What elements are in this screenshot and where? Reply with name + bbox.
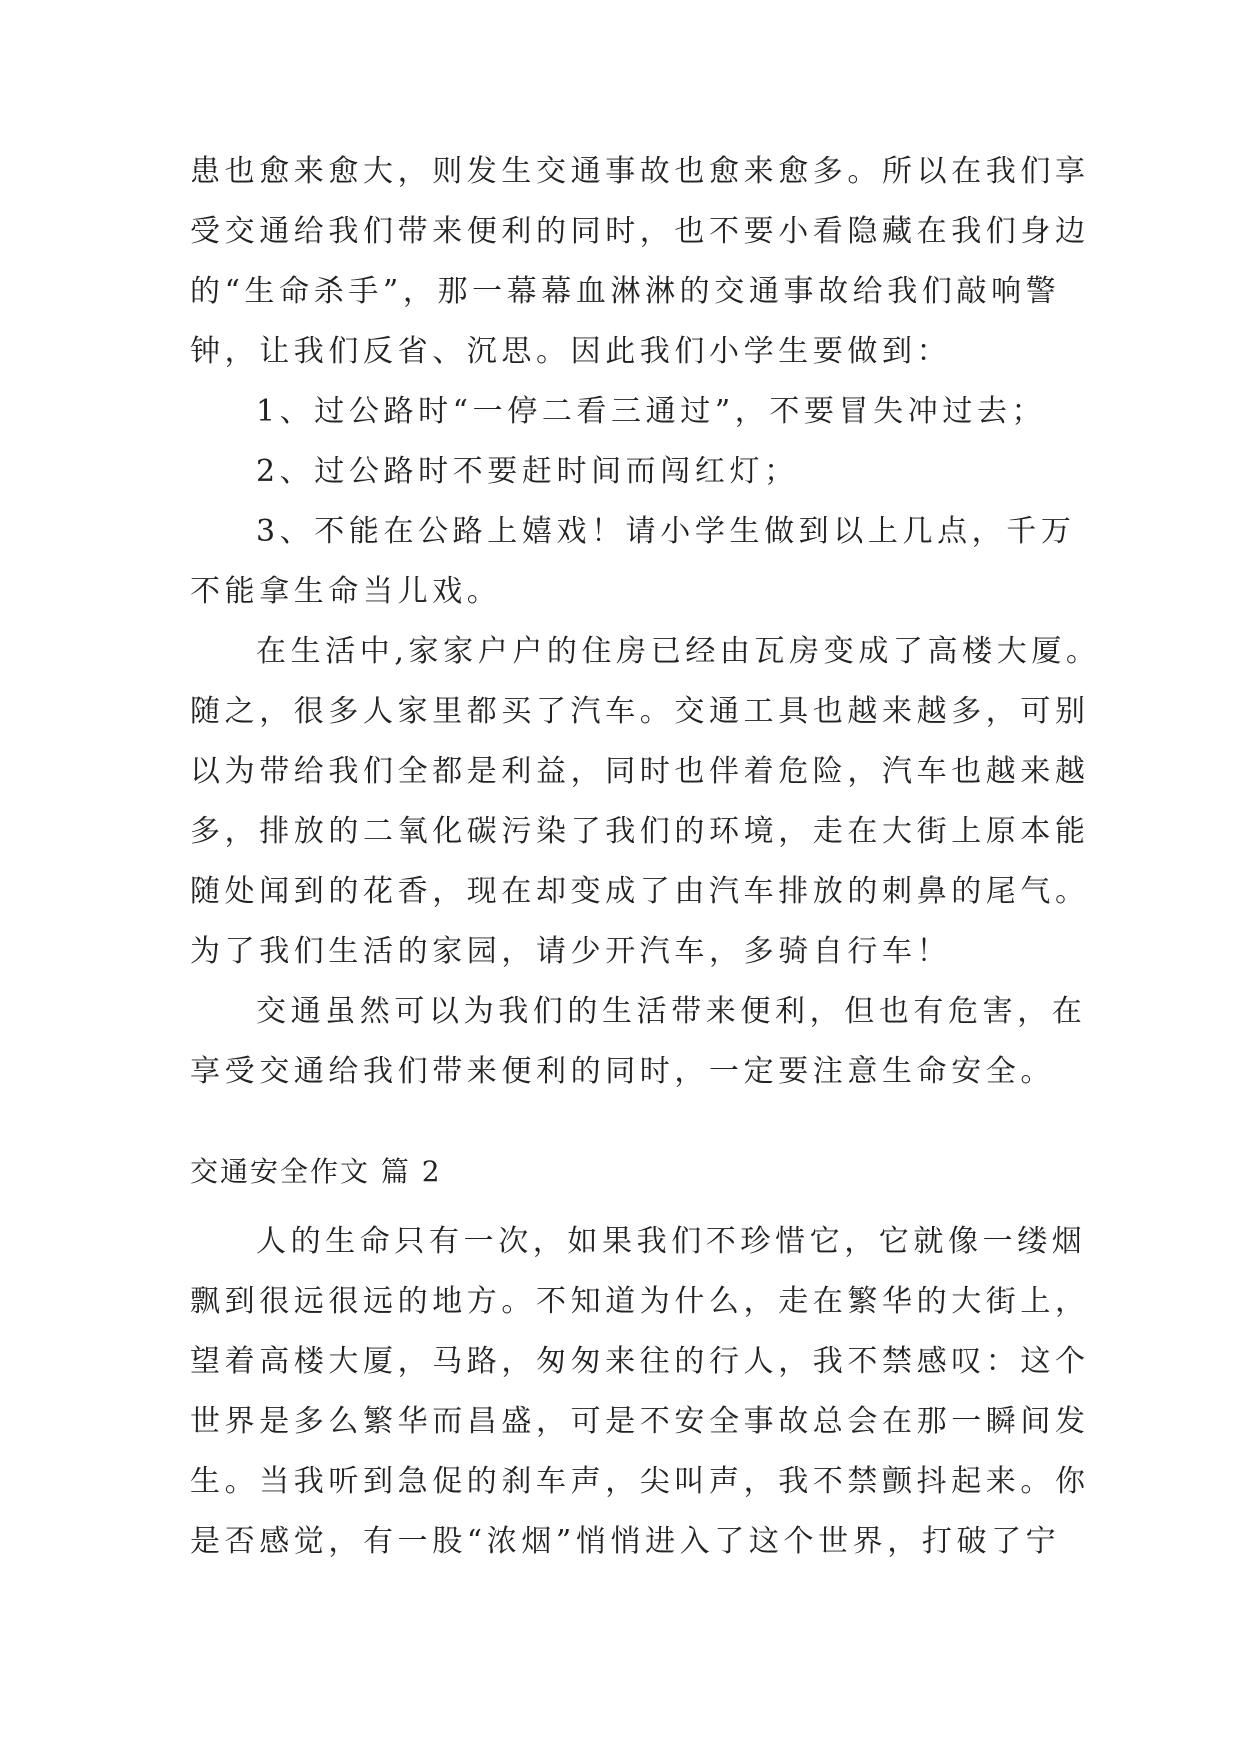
list-item: 1、过公路时“一停二看三通过”，不要冒失冲过去；: [256, 394, 1047, 429]
paragraph-line: 在生活中,家家户户的住房已经由瓦房变成了高楼大厦。: [256, 634, 1101, 669]
list-item-continuation: 不能拿生命当儿戏。: [190, 574, 502, 609]
paragraph-line: 享受交通给我们带来便利的同时，一定要注意生命安全。: [190, 1054, 1055, 1089]
paragraph-line: 飘到很远很远的地方。不知道为什么，走在繁华的大街上，: [190, 1284, 1090, 1319]
paragraph-line: 交通虽然可以为我们的生活带来便利，但也有危害，在: [256, 994, 1087, 1029]
paragraph-line: 望着高楼大厦，马路，匆匆来往的行人，我不禁感叹：这个: [190, 1344, 1090, 1379]
list-item: 2、过公路时不要赶时间而闯红灯；: [256, 454, 799, 489]
paragraph-line: 以为带给我们全都是利益，同时也伴着危险，汽车也越来越: [190, 754, 1090, 789]
paragraph-line: 多，排放的二氧化碳污染了我们的环境，走在大街上原本能: [190, 814, 1090, 849]
paragraph-line: 为了我们生活的家园，请少开汽车，多骑自行车！: [190, 934, 952, 969]
paragraph-line: 随之，很多人家里都买了汽车。交通工具也越来越多，可别: [190, 694, 1090, 729]
paragraph-line: 生。当我听到急促的刹车声，尖叫声，我不禁颤抖起来。你: [190, 1464, 1090, 1499]
paragraph-line: 的“生命杀手”，那一幕幕血淋淋的交通事故给我们敲响警: [190, 274, 1061, 309]
paragraph-line: 随处闻到的花香，现在却变成了由汽车排放的刺鼻的尾气。: [190, 874, 1090, 909]
list-item: 3、不能在公路上嬉戏！请小学生做到以上几点，千万: [256, 514, 1076, 549]
section-heading: 交通安全作文 篇 2: [190, 1155, 442, 1188]
paragraph-line: 钟，让我们反省、沉思。因此我们小学生要做到：: [190, 334, 952, 369]
paragraph-line: 人的生命只有一次，如果我们不珍惜它，它就像一缕烟: [256, 1224, 1087, 1259]
paragraph-line: 患也愈来愈大，则发生交通事故也愈来愈多。所以在我们享: [190, 154, 1090, 189]
paragraph-line: 世界是多么繁华而昌盛，可是不安全事故总会在那一瞬间发: [190, 1404, 1090, 1439]
paragraph-line: 是否感觉，有一股“浓烟”悄悄进入了这个世界，打破了宁: [190, 1524, 1061, 1559]
paragraph-line: 受交通给我们带来便利的同时，也不要小看隐藏在我们身边: [190, 214, 1090, 249]
